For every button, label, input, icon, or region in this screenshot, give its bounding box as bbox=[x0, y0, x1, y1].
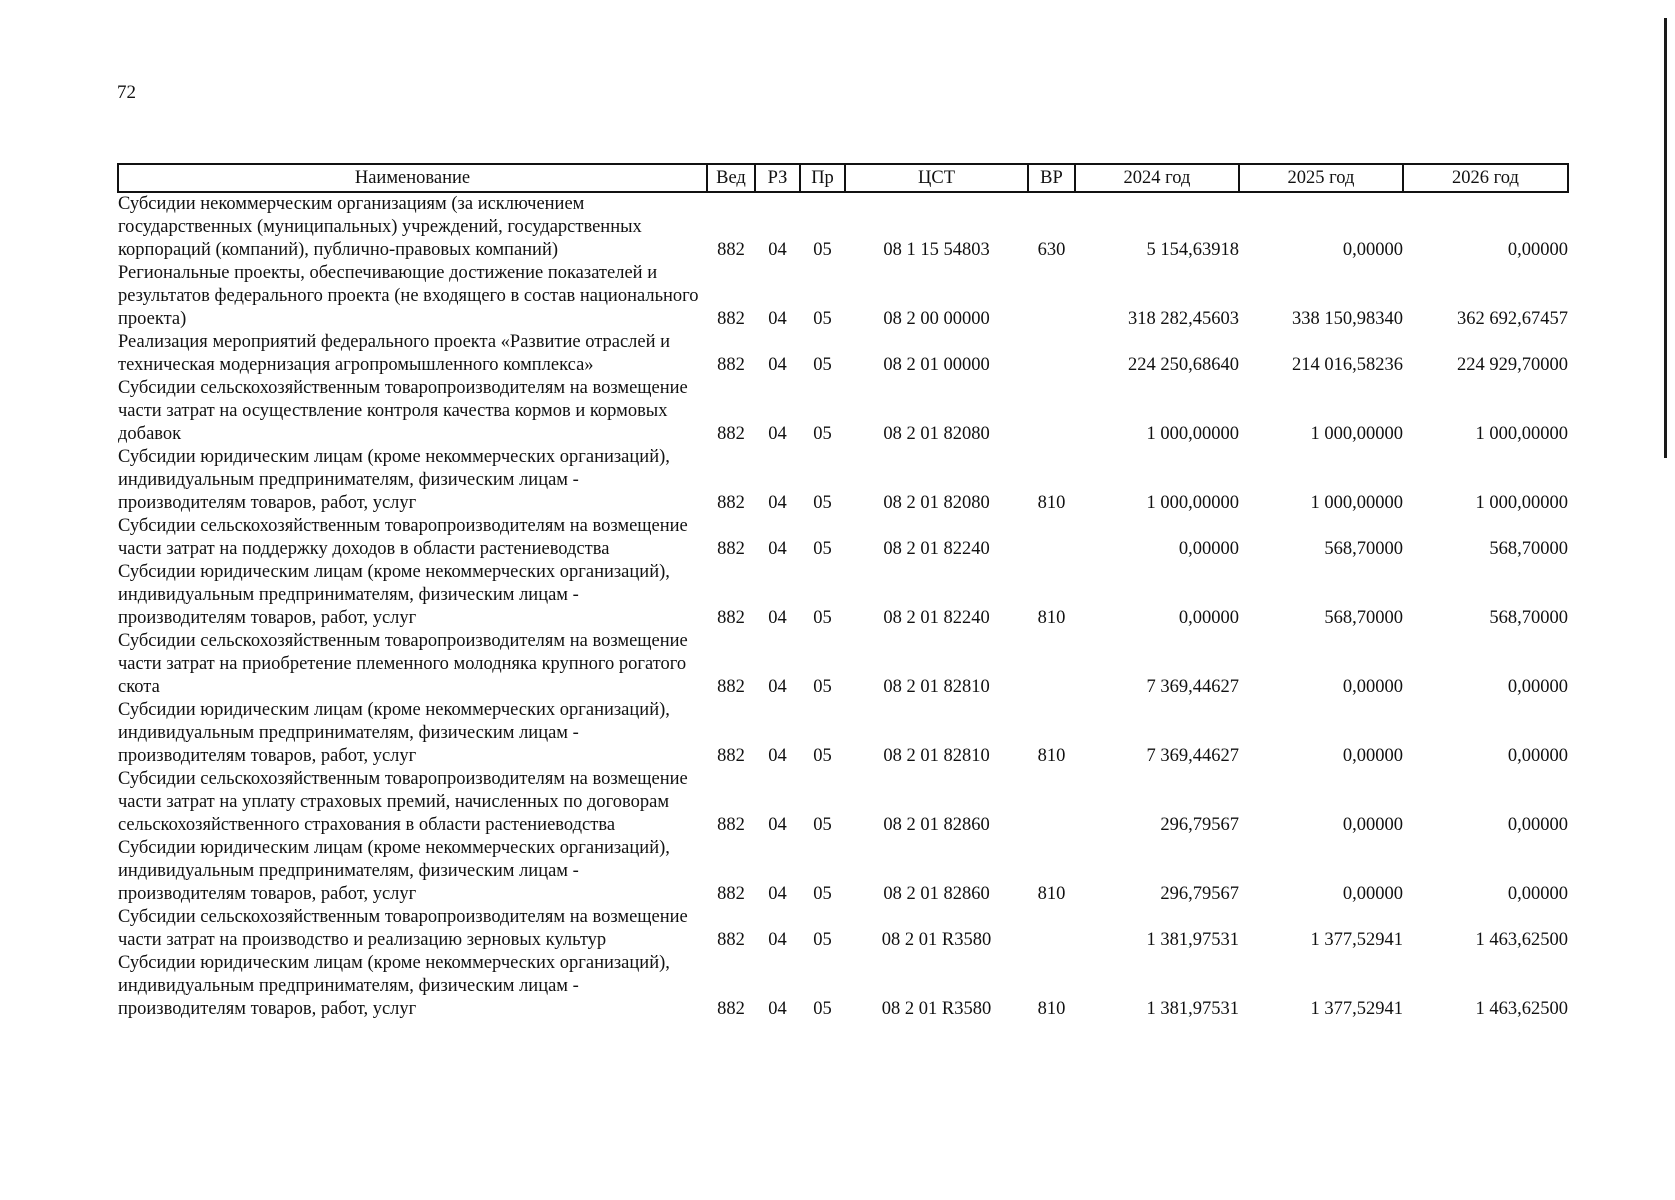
row-cst: 08 2 01 R3580 bbox=[881, 930, 992, 950]
row-pr: 05 bbox=[813, 355, 832, 375]
row-value-2024: 1 000,00000 bbox=[1146, 424, 1239, 444]
row-vr: 810 bbox=[1037, 493, 1066, 513]
row-value-2026: 568,70000 bbox=[1489, 608, 1568, 628]
table-body bbox=[118, 192, 1568, 1021]
table-row bbox=[118, 952, 1568, 1021]
row-cst: 08 2 01 82810 bbox=[883, 746, 990, 766]
table-row bbox=[118, 192, 1568, 262]
row-vr bbox=[1028, 262, 1075, 331]
row-value-2024: 296,79567 bbox=[1160, 884, 1239, 904]
row-value-2025: 1 000,00000 bbox=[1310, 493, 1403, 513]
row-vr bbox=[1028, 331, 1075, 377]
row-name: Реализация мероприятий федерального проекта «Развитие отраслей и техническая модернизация агропромышленного комплекса» bbox=[118, 332, 671, 375]
row-vr: 630 bbox=[1037, 240, 1066, 260]
row-name: Субсидии юридическим лицам (кроме некоммерческих организаций), индивидуальным предпринимателям, физическим лицам - производителям товаров, работ, услуг bbox=[118, 838, 670, 904]
row-rz: 04 bbox=[768, 815, 787, 835]
table-row bbox=[118, 906, 1568, 952]
row-rz: 04 bbox=[768, 493, 787, 513]
row-vr: 810 bbox=[1037, 999, 1066, 1019]
header-rz: РЗ bbox=[755, 164, 800, 192]
table-row bbox=[118, 515, 1568, 561]
row-value-2026: 0,00000 bbox=[1507, 240, 1568, 260]
row-value-2024: 5 154,63918 bbox=[1146, 240, 1239, 260]
row-rz: 04 bbox=[768, 608, 787, 628]
row-value-2024: 1 000,00000 bbox=[1146, 493, 1239, 513]
header-name: Наименование bbox=[118, 164, 707, 192]
row-value-2026: 0,00000 bbox=[1507, 677, 1568, 697]
row-vr bbox=[1028, 377, 1075, 446]
row-rz: 04 bbox=[768, 930, 787, 950]
row-name: Субсидии сельскохозяйственным товаропроизводителям на возмещение части затрат на уплату страховых премий, начисленных по договорам сельскохозяйственного страхования в области растениеводства bbox=[118, 769, 688, 835]
row-value-2026: 1 000,00000 bbox=[1475, 493, 1568, 513]
row-value-2024: 224 250,68640 bbox=[1128, 355, 1239, 375]
row-ved: 882 bbox=[717, 999, 745, 1019]
row-pr: 05 bbox=[813, 493, 832, 513]
row-cst: 08 2 00 00000 bbox=[883, 309, 990, 329]
row-value-2026: 362 692,67457 bbox=[1457, 309, 1568, 329]
row-pr: 05 bbox=[813, 539, 832, 559]
row-vr bbox=[1028, 630, 1075, 699]
page-number: 72 bbox=[117, 82, 136, 103]
row-value-2024: 1 381,97531 bbox=[1146, 930, 1239, 950]
row-cst: 08 2 01 82860 bbox=[883, 884, 990, 904]
row-cst: 08 2 01 R3580 bbox=[881, 999, 992, 1019]
row-ved: 882 bbox=[717, 493, 745, 513]
row-ved: 882 bbox=[717, 240, 745, 260]
row-ved: 882 bbox=[717, 815, 745, 835]
row-value-2026: 568,70000 bbox=[1489, 539, 1568, 559]
row-pr: 05 bbox=[813, 999, 832, 1019]
row-value-2025: 1 377,52941 bbox=[1310, 999, 1403, 1019]
row-pr: 05 bbox=[813, 677, 832, 697]
row-rz: 04 bbox=[768, 240, 787, 260]
row-cst: 08 2 01 00000 bbox=[883, 355, 990, 375]
row-name: Субсидии сельскохозяйственным товаропроизводителям на возмещение части затрат на производство и реализацию зерновых культур bbox=[118, 907, 688, 950]
row-value-2025: 0,00000 bbox=[1342, 240, 1403, 260]
row-ved: 882 bbox=[717, 309, 745, 329]
row-value-2025: 1 377,52941 bbox=[1310, 930, 1403, 950]
row-vr: 810 bbox=[1037, 608, 1066, 628]
header-2024: 2024 год bbox=[1075, 164, 1239, 192]
row-rz: 04 bbox=[768, 884, 787, 904]
table-row bbox=[118, 630, 1568, 699]
row-name: Региональные проекты, обеспечивающие достижение показателей и результатов федерального проекта (не входящего в состав национального проекта) bbox=[118, 263, 699, 329]
table-row bbox=[118, 837, 1568, 906]
row-name: Субсидии юридическим лицам (кроме некоммерческих организаций), индивидуальным предпринимателям, физическим лицам - производителям товаров, работ, услуг bbox=[118, 700, 670, 766]
row-rz: 04 bbox=[768, 424, 787, 444]
row-value-2025: 338 150,98340 bbox=[1292, 309, 1403, 329]
row-value-2026: 1 000,00000 bbox=[1475, 424, 1568, 444]
row-ved: 882 bbox=[717, 424, 745, 444]
header-ved: Вед bbox=[707, 164, 755, 192]
row-value-2026: 0,00000 bbox=[1507, 884, 1568, 904]
row-value-2024: 7 369,44627 bbox=[1146, 677, 1239, 697]
row-value-2024: 318 282,45603 bbox=[1128, 309, 1239, 329]
row-value-2026: 224 929,70000 bbox=[1457, 355, 1568, 375]
row-ved: 882 bbox=[717, 355, 745, 375]
row-name: Субсидии юридическим лицам (кроме некоммерческих организаций), индивидуальным предпринимателям, физическим лицам - производителям товаров, работ, услуг bbox=[118, 447, 670, 513]
row-value-2025: 0,00000 bbox=[1342, 884, 1403, 904]
row-name: Субсидии юридическим лицам (кроме некоммерческих организаций), индивидуальным предпринимателям, физическим лицам - производителям товаров, работ, услуг bbox=[118, 562, 670, 628]
table-row bbox=[118, 446, 1568, 515]
row-ved: 882 bbox=[717, 930, 745, 950]
row-pr: 05 bbox=[813, 815, 832, 835]
row-pr: 05 bbox=[813, 424, 832, 444]
row-ved: 882 bbox=[717, 539, 745, 559]
table-row bbox=[118, 768, 1568, 837]
row-pr: 05 bbox=[813, 608, 832, 628]
row-value-2026: 0,00000 bbox=[1507, 815, 1568, 835]
row-cst: 08 2 01 82810 bbox=[883, 677, 990, 697]
row-cst: 08 1 15 54803 bbox=[883, 240, 990, 260]
row-value-2026: 1 463,62500 bbox=[1475, 999, 1568, 1019]
table-row bbox=[118, 561, 1568, 630]
row-value-2025: 568,70000 bbox=[1324, 608, 1403, 628]
table-header bbox=[118, 164, 1568, 192]
table-row bbox=[118, 262, 1568, 331]
row-rz: 04 bbox=[768, 677, 787, 697]
row-name: Субсидии сельскохозяйственным товаропроизводителям на возмещение части затрат на приобретение племенного молодняка крупного рогатого скота bbox=[118, 631, 688, 697]
budget-table bbox=[117, 163, 1569, 1021]
scan-edge-line bbox=[1664, 18, 1667, 458]
row-name: Субсидии юридическим лицам (кроме некоммерческих организаций), индивидуальным предпринимателям, физическим лицам - производителям товаров, работ, услуг bbox=[118, 953, 670, 1019]
row-cst: 08 2 01 82860 bbox=[883, 815, 990, 835]
row-value-2026: 0,00000 bbox=[1507, 746, 1568, 766]
row-value-2025: 1 000,00000 bbox=[1310, 424, 1403, 444]
row-value-2026: 1 463,62500 bbox=[1475, 930, 1568, 950]
row-ved: 882 bbox=[717, 884, 745, 904]
row-ved: 882 bbox=[717, 746, 745, 766]
row-value-2025: 0,00000 bbox=[1342, 815, 1403, 835]
row-value-2025: 0,00000 bbox=[1342, 746, 1403, 766]
row-rz: 04 bbox=[768, 746, 787, 766]
table-row bbox=[118, 699, 1568, 768]
row-cst: 08 2 01 82240 bbox=[883, 608, 990, 628]
row-pr: 05 bbox=[813, 930, 832, 950]
row-value-2024: 0,00000 bbox=[1178, 539, 1239, 559]
row-value-2024: 0,00000 bbox=[1178, 608, 1239, 628]
table-row bbox=[118, 331, 1568, 377]
row-pr: 05 bbox=[813, 746, 832, 766]
table-row bbox=[118, 377, 1568, 446]
row-pr: 05 bbox=[813, 240, 832, 260]
row-cst: 08 2 01 82080 bbox=[883, 493, 990, 513]
row-rz: 04 bbox=[768, 309, 787, 329]
header-2026: 2026 год bbox=[1403, 164, 1568, 192]
row-pr: 05 bbox=[813, 884, 832, 904]
row-ved: 882 bbox=[717, 608, 745, 628]
row-value-2025: 0,00000 bbox=[1342, 677, 1403, 697]
row-cst: 08 2 01 82240 bbox=[883, 539, 990, 559]
row-vr bbox=[1028, 768, 1075, 837]
row-value-2024: 296,79567 bbox=[1160, 815, 1239, 835]
row-vr: 810 bbox=[1037, 746, 1066, 766]
header-pr: Пр bbox=[800, 164, 845, 192]
header-vr: ВР bbox=[1028, 164, 1075, 192]
row-value-2025: 214 016,58236 bbox=[1292, 355, 1403, 375]
row-value-2024: 7 369,44627 bbox=[1146, 746, 1239, 766]
row-pr: 05 bbox=[813, 309, 832, 329]
row-name: Субсидии сельскохозяйственным товаропроизводителям на возмещение части затрат на осуществление контроля качества кормов и кормовых добавок bbox=[118, 378, 688, 444]
row-value-2024: 1 381,97531 bbox=[1146, 999, 1239, 1019]
row-vr: 810 bbox=[1037, 884, 1066, 904]
row-value-2025: 568,70000 bbox=[1324, 539, 1403, 559]
row-rz: 04 bbox=[768, 355, 787, 375]
row-name: Субсидии некоммерческим организациям (за исключением государственных (муниципальных) учреждений, государственных корпораций (компаний), публично-правовых компаний) bbox=[118, 194, 642, 260]
row-cst: 08 2 01 82080 bbox=[883, 424, 990, 444]
row-vr bbox=[1028, 515, 1075, 561]
row-vr bbox=[1028, 906, 1075, 952]
row-ved: 882 bbox=[717, 677, 745, 697]
header-cst: ЦСТ bbox=[845, 164, 1028, 192]
row-name: Субсидии сельскохозяйственным товаропроизводителям на возмещение части затрат на поддержку доходов в области растениеводства bbox=[118, 516, 688, 559]
row-rz: 04 bbox=[768, 539, 787, 559]
header-2025: 2025 год bbox=[1239, 164, 1403, 192]
row-rz: 04 bbox=[768, 999, 787, 1019]
